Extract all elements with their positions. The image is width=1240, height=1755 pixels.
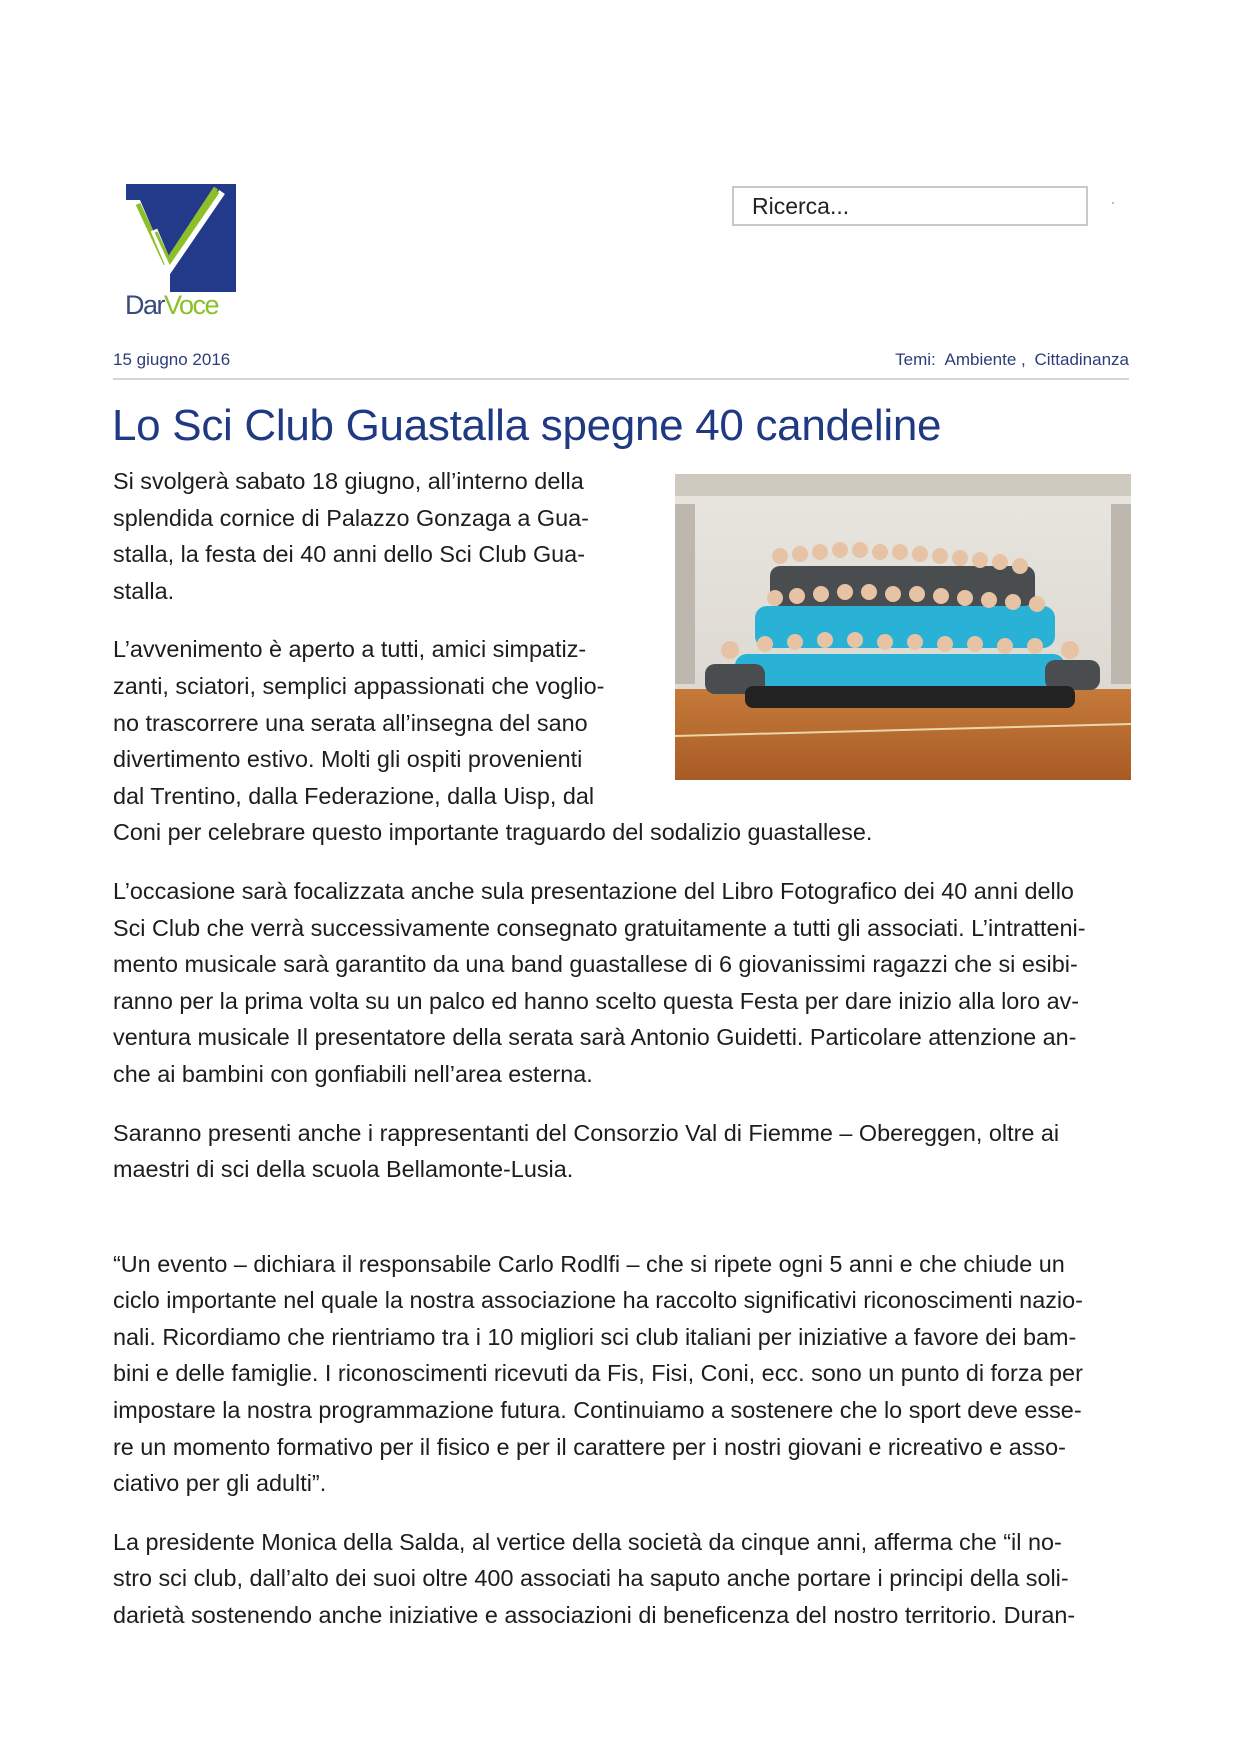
article-body [113,463,1135,1656]
paragraph-3: L’occasione sarà focalizzata anche sula presentazione del Libro Fotografico dei 40 anni dello Sci Club che verrà successivamente consegnato gratuitamente a tutti gli associati. L’intratteni- mento musicale sarà garantito da una band guastallese di 6 giovanissimi ragazzi che si esibi- ranno per la prima volta su un palco ed hanno scelto questa Festa per dare inizio alla loro av- ventura musicale Il presentatore della serata sarà Antonio Guidetti. Particolare attenzione an- che ai bambini con gonfiabili nell’area esterna. [113,877,1086,1087]
page-title: Lo Sci Club Guastalla spegne 40 candeline [112,401,942,450]
logo-checkmark-icon [126,184,236,292]
paragraph-2: L’avvenimento è aperto a tutti, amici simpatiz- zanti, sciatori, semplici appassionati che voglio- no trascorrere una serata all’insegna del sano divertimento estivo. Molti gli ospiti provenienti dal Trentino, dalla Federazione, dalla Uisp, dal Coni per celebrare questo importante traguardo del sodalizio guastallese. [113,636,873,846]
spacer [113,1210,1135,1246]
article-meta [113,348,1129,376]
logo-wordmark: DarVoce [125,290,219,320]
paragraph-5: “Un evento – dichiara il responsabile Carlo Rodlfi – che si ripete ogni 5 anni e che chiude un ciclo importante nel quale la nostra associazione ha raccolto significativi riconoscimenti nazio- nali. Ricordiamo che rientriamo tra i 10 migliori sci club italiani per iniziative a favore dei bam- bini e delle famiglie. I riconoscimenti ricevuti da Fis, Fisi, Coni, ecc. sono un punto di forza per impostare la nostra programmazione futura. Continuiamo a sostenere che lo sport deve esse- re un momento formativo per il fisico e per il carattere per i nostri giovani e ricreativo e asso- ciativo per gli adulti”. [113,1250,1083,1497]
search-button-icon[interactable] [1112,202,1114,204]
publish-date: 15 giugno 2016 [113,350,231,369]
paragraph-4: Saranno presenti anche i rappresentanti del Consorzio Val di Fiemme – Obereggen, oltre ai maestri di sci della scuola Bellamonte-Lusia. [113,1119,1060,1183]
darvoce-logo[interactable] [126,184,238,324]
topic-link-cittadinanza[interactable]: Cittadinanza [1034,350,1129,369]
paragraph-1: Si svolgerà sabato 18 giugno, all’interno della splendida cornice di Palazzo Gonzaga a Gua- stalla, la festa dei 40 anni dello Sci Club Gua- stalla. [113,468,589,604]
topics [891,350,1129,370]
paragraph-6: La presidente Monica della Salda, al vertice della società da cinque anni, afferma che “il no- stro sci club, dall’alto dei suoi oltre 400 associati ha saputo anche portare i principi della soli- darietà sostenendo anche iniziative e associazioni di beneficenza del nostro territorio. Duran- [113,1528,1076,1629]
search-input[interactable]: Ricerca... [732,186,1088,226]
divider [113,378,1129,380]
topic-link-ambiente[interactable]: Ambiente , [944,350,1026,369]
topics-label: Temi: [895,350,936,369]
